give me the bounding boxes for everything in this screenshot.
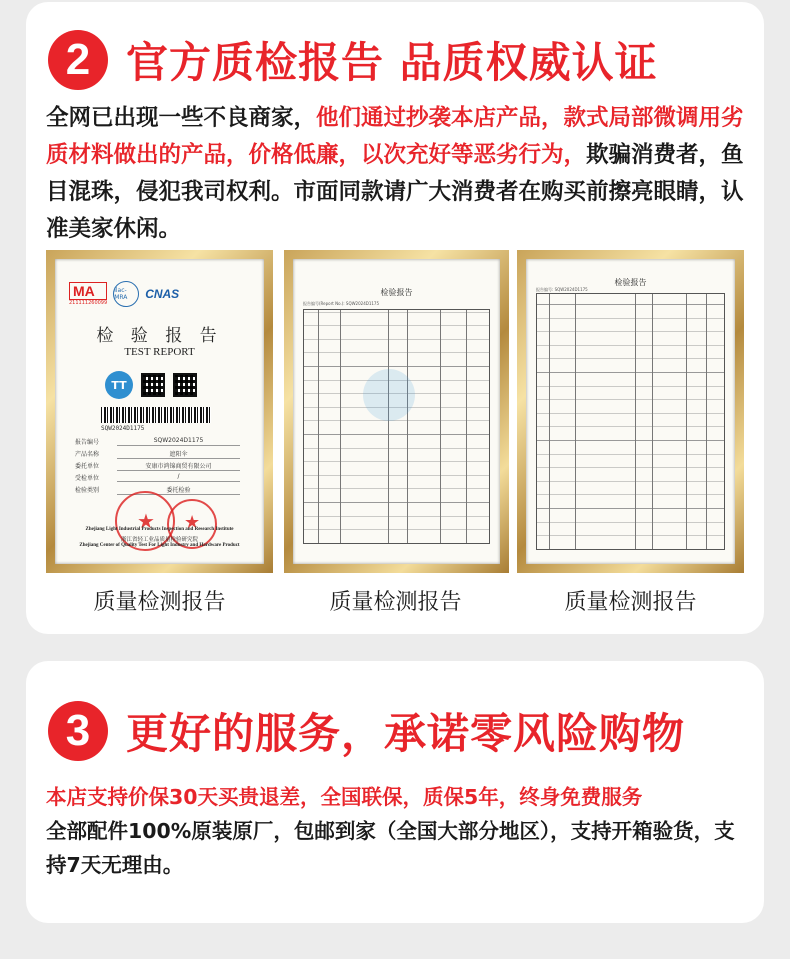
- field-test-category: 检验类别 委托检验: [75, 485, 240, 495]
- certificate-frame-page3[interactable]: [517, 250, 744, 573]
- report-title-en: TEST REPORT: [124, 346, 195, 358]
- watermark-logo-icon: [363, 369, 415, 421]
- ma-logo: MA: [69, 282, 107, 300]
- field-product-name: 产品名称 遮阳伞: [75, 449, 240, 459]
- quality-report-card: [26, 2, 764, 634]
- qr-code-icon: [173, 373, 197, 397]
- field-client: 委托单位 安康市鸿锦商贸有限公司: [75, 461, 240, 471]
- certificate-frame-cover[interactable]: [46, 250, 273, 573]
- institute-name-cn: 浙江省轻工业品质量检验研究院: [120, 537, 198, 543]
- service-promise-card: [26, 661, 764, 923]
- institute-name-en: Zhejiang Light Industrial Products Inspection and Research Institute: [85, 527, 234, 532]
- accreditation-logos: [69, 281, 254, 307]
- certificate-caption: 质量检测报告: [329, 590, 462, 615]
- certificate-caption: 质量检测报告: [564, 590, 697, 615]
- qr-code-icon: [141, 373, 165, 397]
- section-heading-service: [48, 701, 685, 761]
- institute-logo-icon: TT: [105, 371, 133, 399]
- doc-subtitle: 报告编号(Report No.): SQW2024D1175: [303, 301, 379, 306]
- certificate-cover-page: [55, 259, 264, 564]
- section-heading-quality: [48, 30, 658, 90]
- doc-title: 检验报告: [380, 288, 413, 297]
- inspection-table: [536, 293, 725, 550]
- report-title-cn: 检 验 报 告: [96, 326, 223, 346]
- service-paragraph: 本店支持价保30天买贵退差，全国联保，质保5年，终身免费服务 全部配件100%原装原厂，包邮到家（全国大部分地区），支持开箱验货，支持7天无理由。: [46, 785, 735, 877]
- section-number-badge: 3: [48, 701, 108, 761]
- certificate-detail-page: [526, 259, 735, 564]
- doc-subtitle: 报告编号: SQW2024D1175: [536, 287, 588, 292]
- section-number-badge: 2: [48, 30, 108, 90]
- ilac-mra-logo: ilac-MRA: [113, 281, 139, 307]
- institute-center-en: Zhejiang Center of Quality Test For Light Industry and Hardware Product: [79, 543, 240, 548]
- field-inspected-unit: 受检单位 /: [75, 473, 240, 482]
- report-number: SQW2024D1175: [101, 425, 145, 432]
- doc-title: 检验报告: [614, 278, 647, 287]
- section-title: 更好的服务，承诺零风险购物: [126, 709, 686, 758]
- barcode-icon: [101, 407, 211, 423]
- section-title: 官方质检报告 品质权威认证: [126, 38, 658, 87]
- certificate-detail-page: [293, 259, 500, 564]
- ma-number: 211111260099: [69, 300, 108, 306]
- inspection-table: [303, 309, 490, 544]
- certificate-caption: 质量检测报告: [93, 590, 226, 615]
- certificate-frame-page2[interactable]: [284, 250, 509, 573]
- field-report-no: 报告编号 SQW2024D1175: [75, 437, 240, 446]
- cnas-logo: CNAS: [145, 287, 180, 301]
- cert-badges: [105, 371, 197, 399]
- warning-paragraph: 全网已出现一些不良商家，他们通过抄袭本店产品，款式局部微调用劣质材料做出的产品，价格低廉，以次充好等恶劣行为，欺骗消费者，鱼目混珠，侵犯我司权利。市面同款请广大消费者在购买前擦亮眼睛，认准美家休闲。: [46, 105, 744, 242]
